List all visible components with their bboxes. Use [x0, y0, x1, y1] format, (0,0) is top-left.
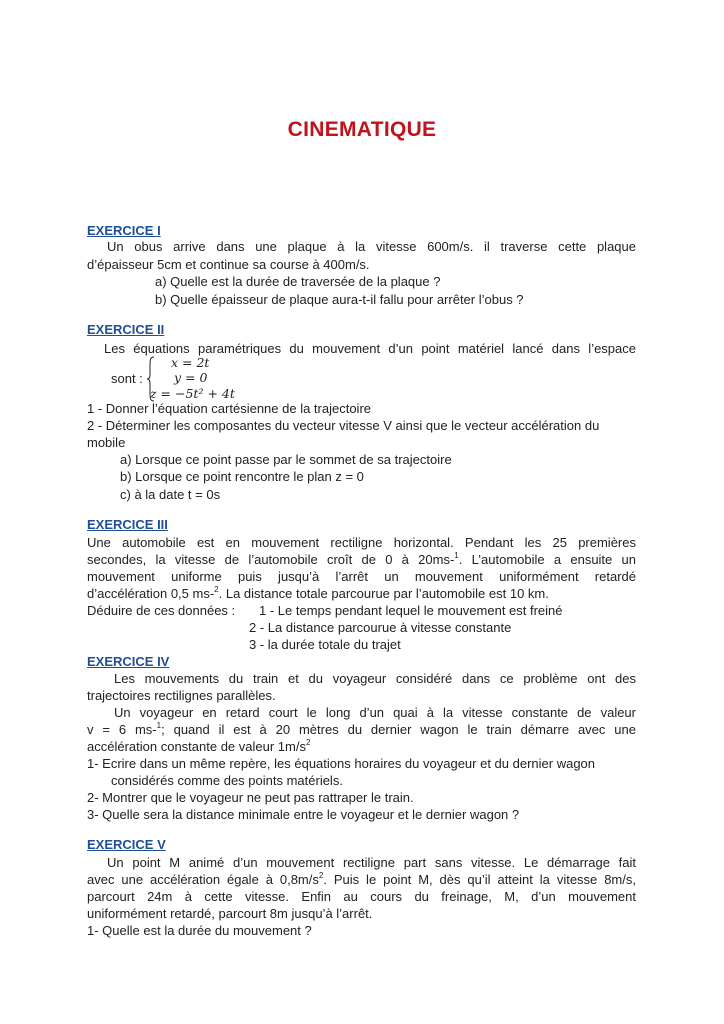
exercise-3-item-2: 2 - La distance parcourue à vitesse constante	[249, 620, 512, 635]
exercise-2-question-a: a) Lorsque ce point passe par le sommet de sa trajectoire	[120, 452, 452, 467]
exercise-1-heading: EXERCICE I	[87, 223, 161, 238]
equation-z: z = −5t² + 4t	[150, 386, 235, 401]
exercise-2-heading: EXERCICE II	[87, 322, 165, 337]
exercise-4-heading: EXERCICE IV	[87, 654, 170, 669]
exercise-5-line-3: parcourt 24m à cette vitesse. Enfin au cours du freinage, M, d’un mouvement	[87, 889, 636, 904]
exercise-4-question-2: 2- Montrer que le voyageur ne peut pas rattraper le train.	[87, 790, 414, 805]
exercise-2-question-b: b) Lorsque ce point rencontre le plan z = 0	[120, 469, 364, 484]
exercise-3-heading: EXERCICE III	[87, 517, 168, 532]
exercise-1-line-2: d’épaisseur 5cm et continue sa course à 400m/s.	[87, 257, 370, 272]
exercise-4-line-2: trajectoires rectilignes parallèles.	[87, 688, 276, 703]
exercise-3-line-3: mouvement uniforme puis jusqu’à l’arrêt un mouvement uniformément retardé	[87, 569, 636, 584]
exercise-5-line-2: avec une accélération égale à $0,8m/s^2$. Puis le point M, dès qu’il atteint la vitesse 8m/s,	[87, 871, 636, 887]
exercise-3-line-2: secondes, la vitesse de l’automobile croît de 0 à 20ms-$^1$. L’automobile a ensuite un	[87, 551, 636, 567]
exercise-4-question-1-line-1: 1- Ecrire dans un même repère, les équations horaires du voyageur et du dernier wagon	[87, 756, 596, 771]
exercise-2-sont-label: sont :	[111, 371, 143, 386]
exercise-4-question-3: 3- Quelle sera la distance minimale entre le voyageur et le dernier wagon ?	[87, 807, 520, 822]
exercise-1-question-b: b) Quelle épaisseur de plaque aura-t-il fallu pour arrêter l’obus ?	[155, 292, 524, 307]
exercise-3-item-3: 3 - la durée totale du trajet	[249, 637, 401, 652]
exercise-3-line-4: d’accélération 0,5 ms-$^2$. La distance totale parcourue par l’automobile est 10 km.	[87, 585, 549, 601]
exercise-3-item-1: 1 - Le temps pendant lequel le mouvement est freiné	[259, 603, 563, 618]
exercise-2-question-2-line-1: 2 - Déterminer les composantes du vecteur vitesse V ainsi que le vecteur accélération du	[87, 418, 600, 433]
exercise-4-line-3: Un voyageur en retard court le long d’un quai à la vitesse constante de valeur	[114, 705, 636, 720]
exercise-2-line-1: Les équations paramétriques du mouvement d’un point matériel lancé dans l’espace	[104, 341, 636, 356]
equation-y: y = 0	[174, 370, 208, 385]
exercise-1-question-a: a) Quelle est la durée de traversée de la plaque ?	[155, 274, 441, 289]
exercise-4-line-1: Les mouvements du train et du voyageur considéré dans ce problème ont des	[114, 671, 636, 686]
exercise-3-line-1: Une automobile est en mouvement rectiligne horizontal. Pendant les 25 premières	[87, 535, 636, 550]
exercise-5-question-1: 1- Quelle est la durée du mouvement ?	[87, 923, 312, 938]
exercise-5-line-4: uniformément retardé, parcourt 8m jusqu’à l’arrêt.	[87, 906, 373, 921]
equation-x: x = 2t	[171, 355, 210, 370]
exercise-5-heading: EXERCICE V	[87, 837, 166, 852]
page-title: CINEMATIQUE	[287, 118, 437, 141]
exercise-2-question-1: 1 - Donner l’équation cartésienne de la trajectoire	[87, 401, 372, 416]
exercise-2-question-c: c) à la date t = 0s	[120, 487, 221, 502]
exercise-3-deduire-label: Déduire de ces données :	[87, 603, 236, 618]
exercise-4-question-1-line-2: considérés comme des points matériels.	[111, 773, 343, 788]
exercise-2-question-2-line-2: mobile	[87, 435, 126, 450]
exercise-5-line-1: Un point M animé d’un mouvement rectiligne part sans vitesse. Le démarrage fait	[107, 855, 636, 870]
exercise-4-line-5: accélération constante de valeur $1m/s^2$	[87, 738, 311, 754]
exercise-4-line-4: v = 6 ms-$^1$; quand il est à 20 mètres du dernier wagon le train démarre avec une	[87, 721, 636, 737]
exercise-1-line-1: Un obus arrive dans une plaque à la vitesse 600m/s. il traverse cette plaque	[107, 239, 636, 254]
